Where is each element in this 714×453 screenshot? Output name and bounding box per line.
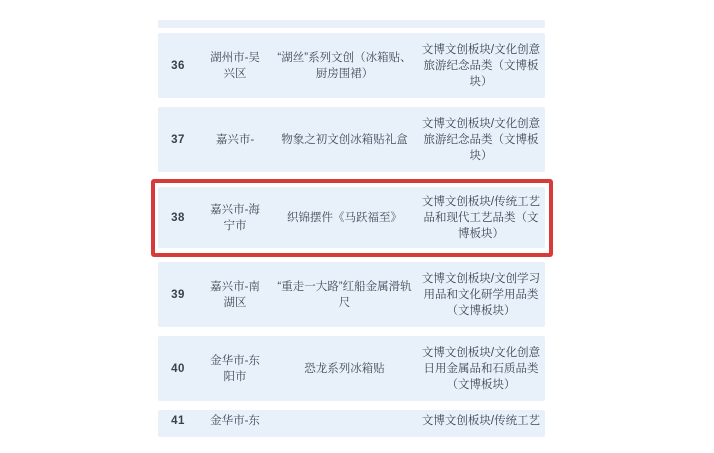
table-row	[158, 336, 545, 401]
region-cell: 湖州市-吴兴区	[210, 51, 260, 80]
row-number-cell: 41	[171, 415, 185, 427]
region-cell: 嘉兴市-	[215, 133, 255, 146]
row-number-cell: 36	[171, 59, 185, 72]
region-cell: 金华市-东	[210, 415, 260, 427]
product-cell: “湖丝”系列文创（冰箱贴、厨房围裙）	[277, 51, 412, 80]
product-cell: “重走一大路”红船金属滑轨尺	[277, 280, 412, 309]
category-cell: 文博文创板块/文化创意旅游纪念品类（文博板块）	[421, 43, 541, 88]
product-cell: 织锦摆件《马跃福至》	[287, 211, 402, 224]
category-cell: 文博文创板块/传统工艺	[421, 415, 541, 427]
product-cell: 恐龙系列冰箱贴	[304, 362, 385, 375]
region-cell: 金华市-东阳市	[210, 354, 260, 383]
category-cell: 文博文创板块/文化创意旅游纪念品类（文博板块）	[421, 117, 541, 162]
product-cell: 物象之初文创冰箱贴礼盒	[281, 133, 408, 146]
table-row-partial-bottom	[158, 410, 545, 437]
table-row	[158, 262, 545, 327]
category-cell: 文博文创板块/文化创意日用金属品和石质品类（文博板块）	[421, 346, 541, 391]
category-cell: 文博文创板块/文创学习用品和文化研学用品类（文博板块）	[421, 272, 541, 317]
results-table	[158, 0, 545, 453]
region-cell: 嘉兴市-海宁市	[210, 203, 260, 232]
table-row	[158, 107, 545, 172]
category-cell: 文博文创板块/传统工艺品和现代工艺品类（文博板块）	[421, 195, 541, 240]
table-row	[158, 33, 545, 98]
table-row-partial-top	[158, 20, 545, 28]
region-cell: 嘉兴市-南湖区	[210, 280, 260, 309]
row-number-cell: 37	[171, 133, 185, 146]
row-number-cell: 38	[171, 211, 185, 224]
row-number-cell: 40	[171, 362, 185, 375]
row-number-cell: 39	[171, 288, 185, 301]
table-row-highlighted	[158, 187, 545, 248]
